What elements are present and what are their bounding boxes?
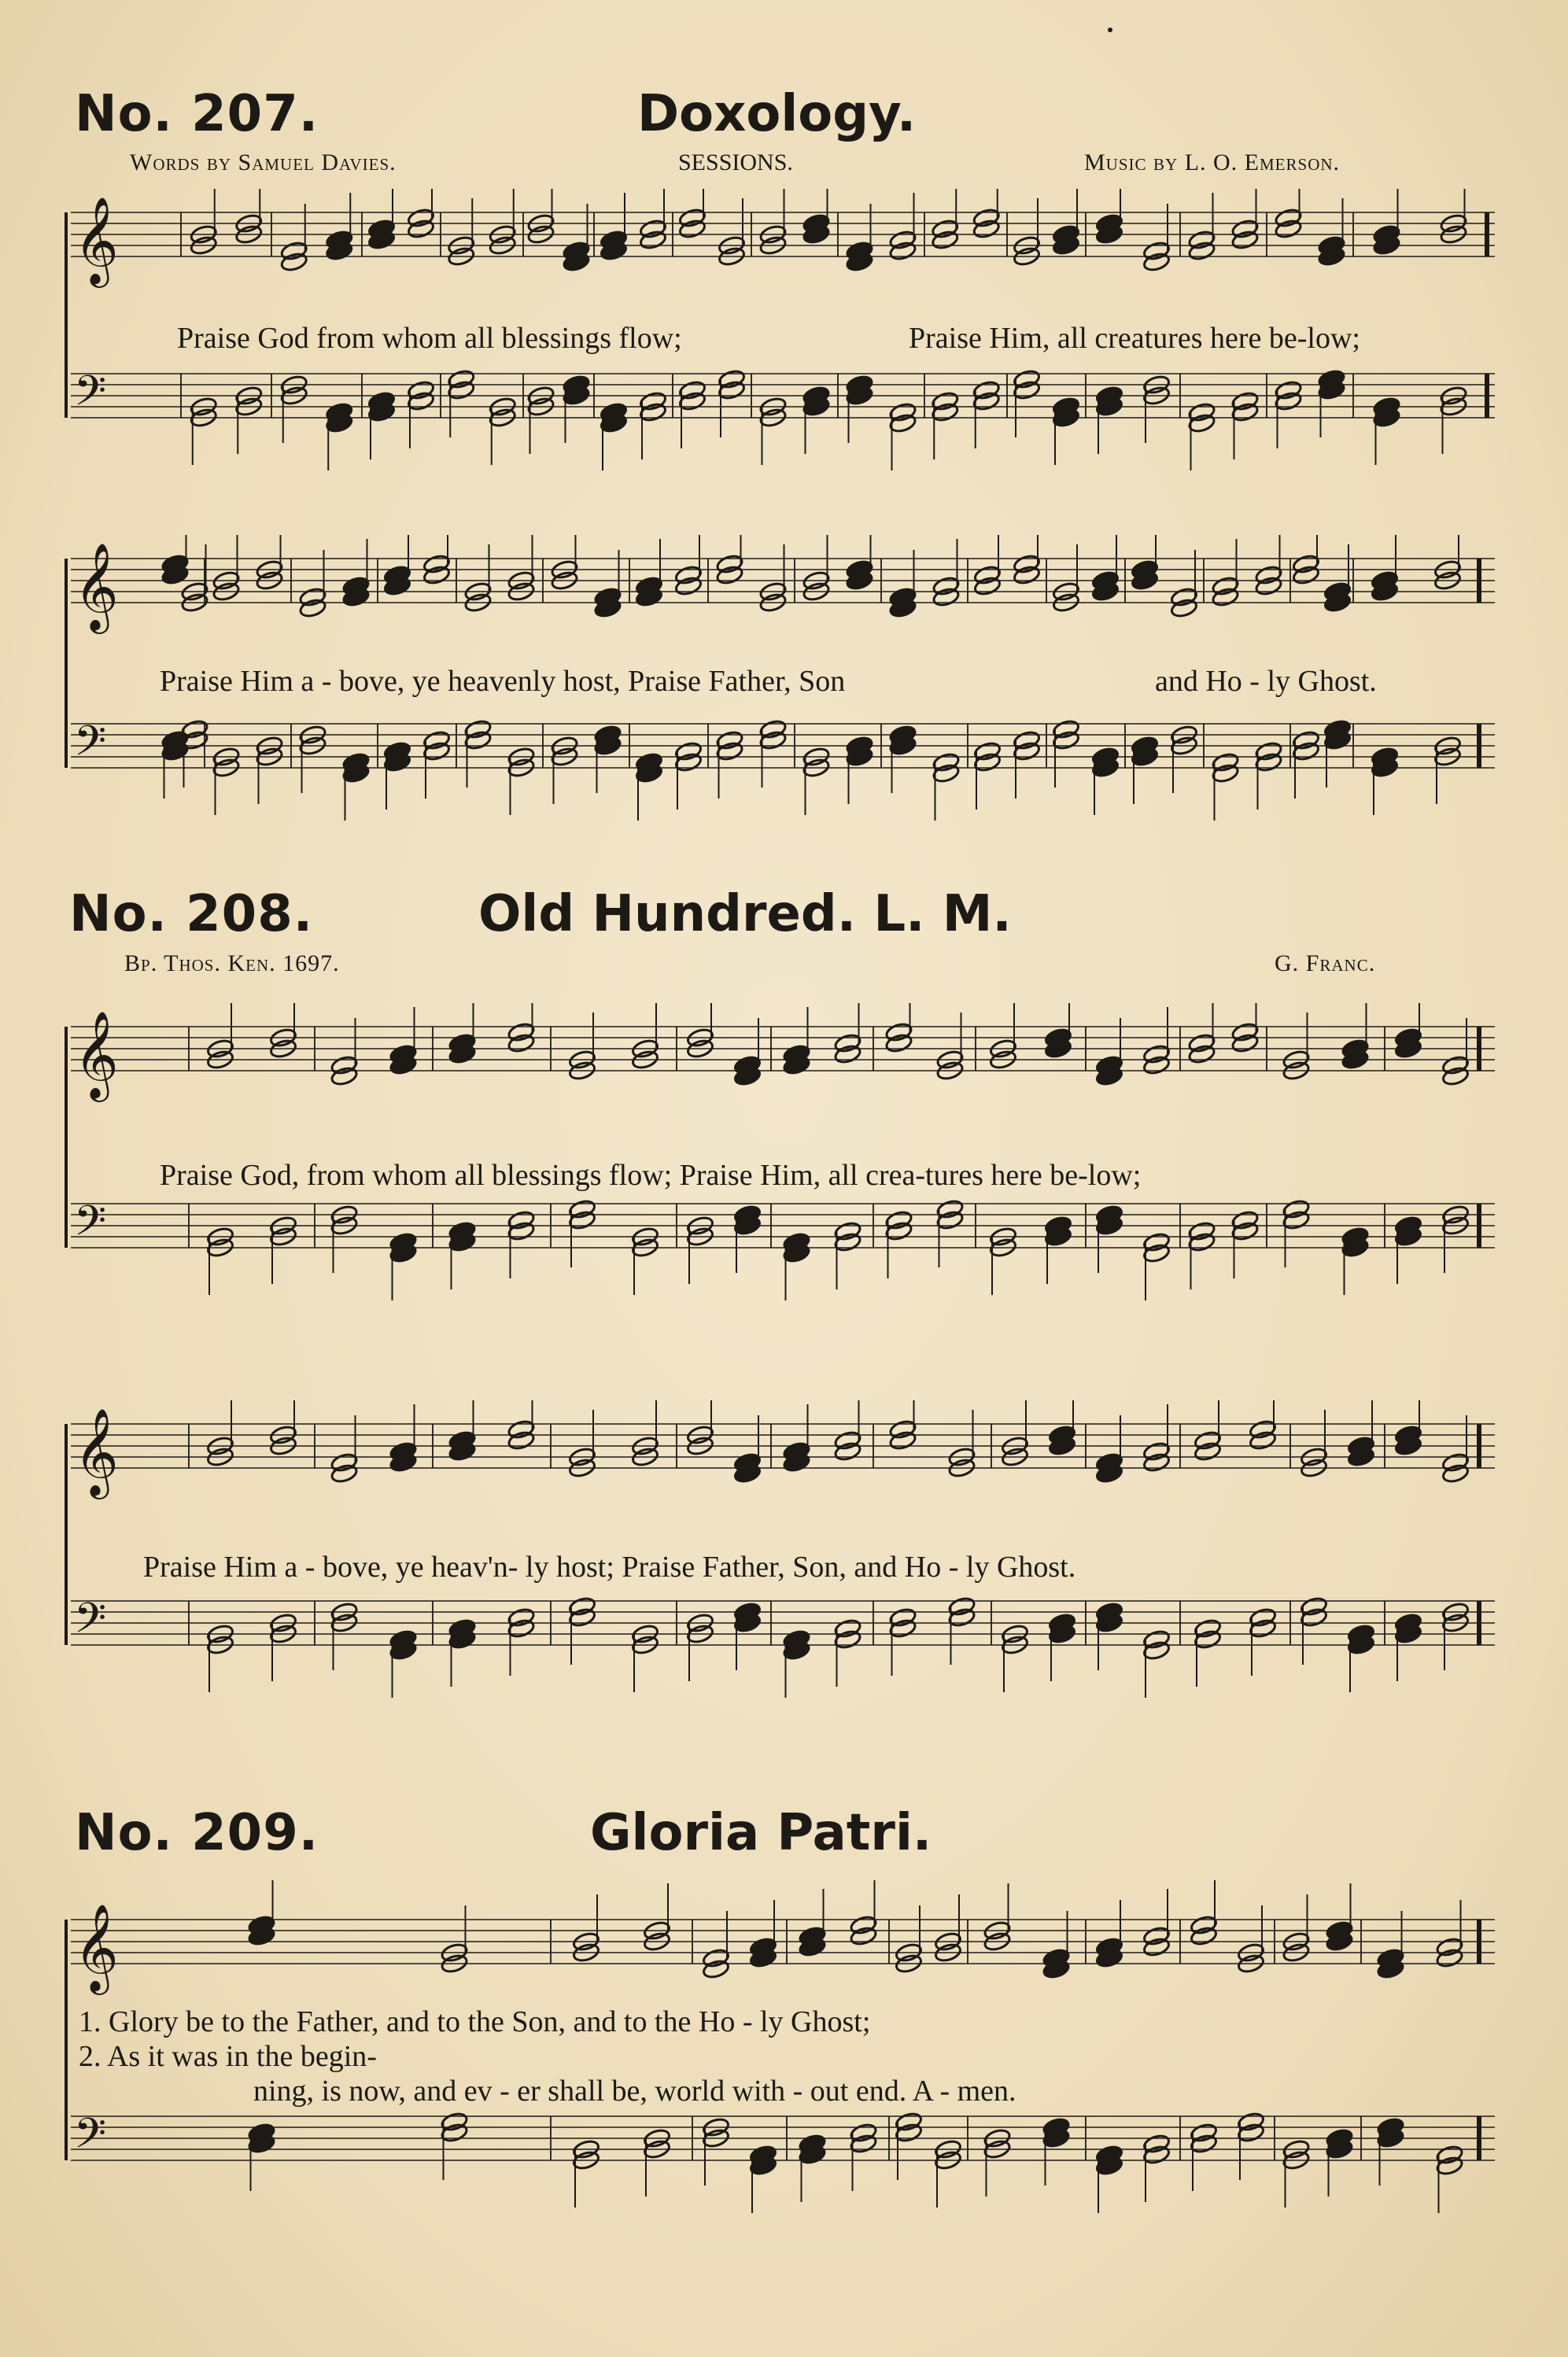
notehead bbox=[464, 729, 493, 751]
notehead bbox=[973, 575, 1002, 596]
notehead bbox=[1190, 1925, 1218, 1946]
notehead bbox=[568, 1606, 596, 1628]
notehead bbox=[834, 1440, 862, 1462]
notehead bbox=[1142, 1640, 1171, 1661]
bass-clef: 𝄢 bbox=[74, 1197, 107, 1256]
notehead bbox=[895, 2122, 923, 2143]
notehead bbox=[1142, 1451, 1171, 1473]
notehead bbox=[834, 1231, 862, 1252]
notehead bbox=[1237, 2122, 1265, 2143]
notehead bbox=[1275, 390, 1303, 411]
notehead bbox=[568, 1209, 596, 1230]
notehead bbox=[639, 401, 667, 422]
notehead bbox=[889, 1617, 917, 1639]
notehead bbox=[936, 1209, 965, 1230]
notehead bbox=[1255, 751, 1283, 773]
notehead bbox=[1052, 729, 1080, 751]
notehead bbox=[850, 2133, 878, 2154]
notehead bbox=[1013, 564, 1041, 585]
notehead bbox=[1190, 2133, 1218, 2154]
treble-clef: 𝄞 bbox=[74, 1407, 119, 1496]
lyric-line: Praise God, from whom all blessings flow; Praise Him, all crea-tures here be-low; bbox=[160, 1159, 1142, 1192]
notehead bbox=[507, 1220, 536, 1241]
hymn-number-207: No. 207. bbox=[75, 85, 319, 143]
notehead bbox=[422, 740, 451, 762]
notehead bbox=[507, 1032, 536, 1053]
notehead bbox=[1142, 2144, 1171, 2165]
notehead bbox=[678, 390, 707, 411]
notehead bbox=[1231, 1220, 1260, 1241]
notehead bbox=[1436, 1947, 1464, 1968]
notehead bbox=[973, 751, 1002, 773]
notehead bbox=[407, 218, 435, 239]
lyric-line: Praise Him, all creatures here be-low; bbox=[909, 322, 1360, 355]
notehead bbox=[1188, 412, 1216, 433]
notehead bbox=[330, 1065, 359, 1086]
treble-clef: 𝄞 bbox=[74, 1903, 119, 1991]
lyric-line: 2. As it was in the begin- bbox=[79, 2040, 377, 2073]
notehead bbox=[972, 390, 1001, 411]
treble-clef: 𝄞 bbox=[74, 1010, 119, 1098]
notehead bbox=[1282, 1209, 1311, 1230]
page-speck bbox=[1108, 28, 1112, 32]
words-credit: Words by Samuel Davies. bbox=[130, 149, 397, 175]
notehead bbox=[1212, 762, 1240, 784]
lyric-line: Praise God from whom all blessings flow; bbox=[177, 322, 682, 355]
notehead bbox=[441, 2122, 469, 2143]
notehead bbox=[1441, 1463, 1470, 1484]
notehead bbox=[1170, 597, 1198, 618]
notehead bbox=[639, 229, 667, 250]
notehead bbox=[1188, 1043, 1216, 1064]
notehead bbox=[889, 412, 917, 433]
notehead bbox=[759, 729, 788, 751]
notehead bbox=[850, 1925, 878, 1946]
hymn-title-gloria-patri: Gloria Patri. bbox=[590, 1804, 932, 1862]
notehead bbox=[889, 1429, 917, 1451]
notehead bbox=[280, 251, 308, 272]
hymn-number-209: No. 209. bbox=[75, 1804, 319, 1862]
notehead bbox=[422, 564, 451, 585]
notehead bbox=[1142, 1936, 1171, 1957]
notehead bbox=[932, 586, 961, 607]
notehead bbox=[1292, 564, 1320, 585]
notehead bbox=[702, 1958, 730, 1979]
notehead bbox=[1188, 240, 1216, 261]
notehead bbox=[674, 575, 703, 596]
notehead bbox=[885, 1032, 913, 1053]
notehead bbox=[674, 751, 703, 773]
notehead bbox=[1275, 218, 1303, 239]
notehead bbox=[1249, 1429, 1277, 1451]
notehead bbox=[716, 740, 744, 762]
notehead bbox=[507, 1617, 536, 1639]
notehead bbox=[1292, 740, 1320, 762]
notehead bbox=[1013, 379, 1041, 400]
bass-clef: 𝄢 bbox=[74, 717, 107, 776]
notehead bbox=[330, 1463, 359, 1484]
notehead bbox=[1231, 401, 1260, 422]
notehead bbox=[1441, 1065, 1470, 1086]
bass-clef: 𝄢 bbox=[74, 367, 107, 426]
notehead bbox=[1142, 1054, 1171, 1075]
notehead bbox=[1142, 251, 1171, 272]
words-credit: Bp. Thos. Ken. 1697. bbox=[124, 950, 340, 976]
tune-name: SESSIONS. bbox=[678, 149, 793, 175]
notehead bbox=[834, 1629, 862, 1650]
music-credit: Music by L. O. Emerson. bbox=[1084, 149, 1341, 175]
hymn-title-doxology: Doxology. bbox=[637, 85, 917, 143]
notehead bbox=[834, 1043, 862, 1064]
notehead bbox=[932, 762, 961, 784]
notehead bbox=[447, 379, 475, 400]
notehead bbox=[1194, 1629, 1222, 1650]
notehead bbox=[1255, 575, 1283, 596]
notehead bbox=[718, 379, 746, 400]
notehead bbox=[1300, 1606, 1328, 1628]
treble-clef: 𝄞 bbox=[74, 542, 119, 630]
notehead bbox=[678, 218, 707, 239]
lyric-line: ning, is now, and ev - er shall be, world with - out end. A - men. bbox=[253, 2075, 1016, 2108]
bass-clef: 𝄢 bbox=[74, 2110, 107, 2168]
notehead bbox=[1188, 1231, 1216, 1252]
notehead bbox=[1249, 1617, 1277, 1639]
hymn-title-old-hundred: Old Hundred. L. M. bbox=[478, 885, 1012, 943]
notehead bbox=[948, 1606, 976, 1628]
notehead bbox=[931, 229, 959, 250]
notehead bbox=[1231, 1032, 1260, 1053]
notehead bbox=[407, 390, 435, 411]
notehead bbox=[889, 240, 917, 261]
treble-clef: 𝄞 bbox=[74, 196, 119, 284]
hymn-number-208: No. 208. bbox=[69, 885, 314, 943]
notehead bbox=[1436, 2155, 1464, 2176]
notehead bbox=[1194, 1440, 1222, 1462]
lyric-line: Praise Him a - bove, ye heav'n- ly host; Praise Father, Son, and Ho - ly Ghost. bbox=[143, 1551, 1076, 1584]
notehead bbox=[972, 218, 1001, 239]
notehead bbox=[1212, 586, 1240, 607]
lyric-line: and Ho - ly Ghost. bbox=[1155, 665, 1377, 698]
bass-clef: 𝄢 bbox=[74, 1595, 107, 1653]
music-credit: G. Franc. bbox=[1275, 950, 1376, 976]
notehead bbox=[931, 401, 959, 422]
notehead bbox=[1142, 1242, 1171, 1263]
notehead bbox=[885, 1220, 913, 1241]
notehead bbox=[1231, 229, 1260, 250]
notehead bbox=[716, 564, 744, 585]
notehead bbox=[1013, 740, 1041, 762]
notehead bbox=[299, 597, 327, 618]
lyric-line: Praise Him a - bove, ye heavenly host, Praise Father, Son bbox=[160, 665, 846, 698]
lyric-line: 1. Glory be to the Father, and to the Son, and to the Ho - ly Ghost; bbox=[79, 2005, 871, 2038]
notehead bbox=[507, 1429, 536, 1451]
